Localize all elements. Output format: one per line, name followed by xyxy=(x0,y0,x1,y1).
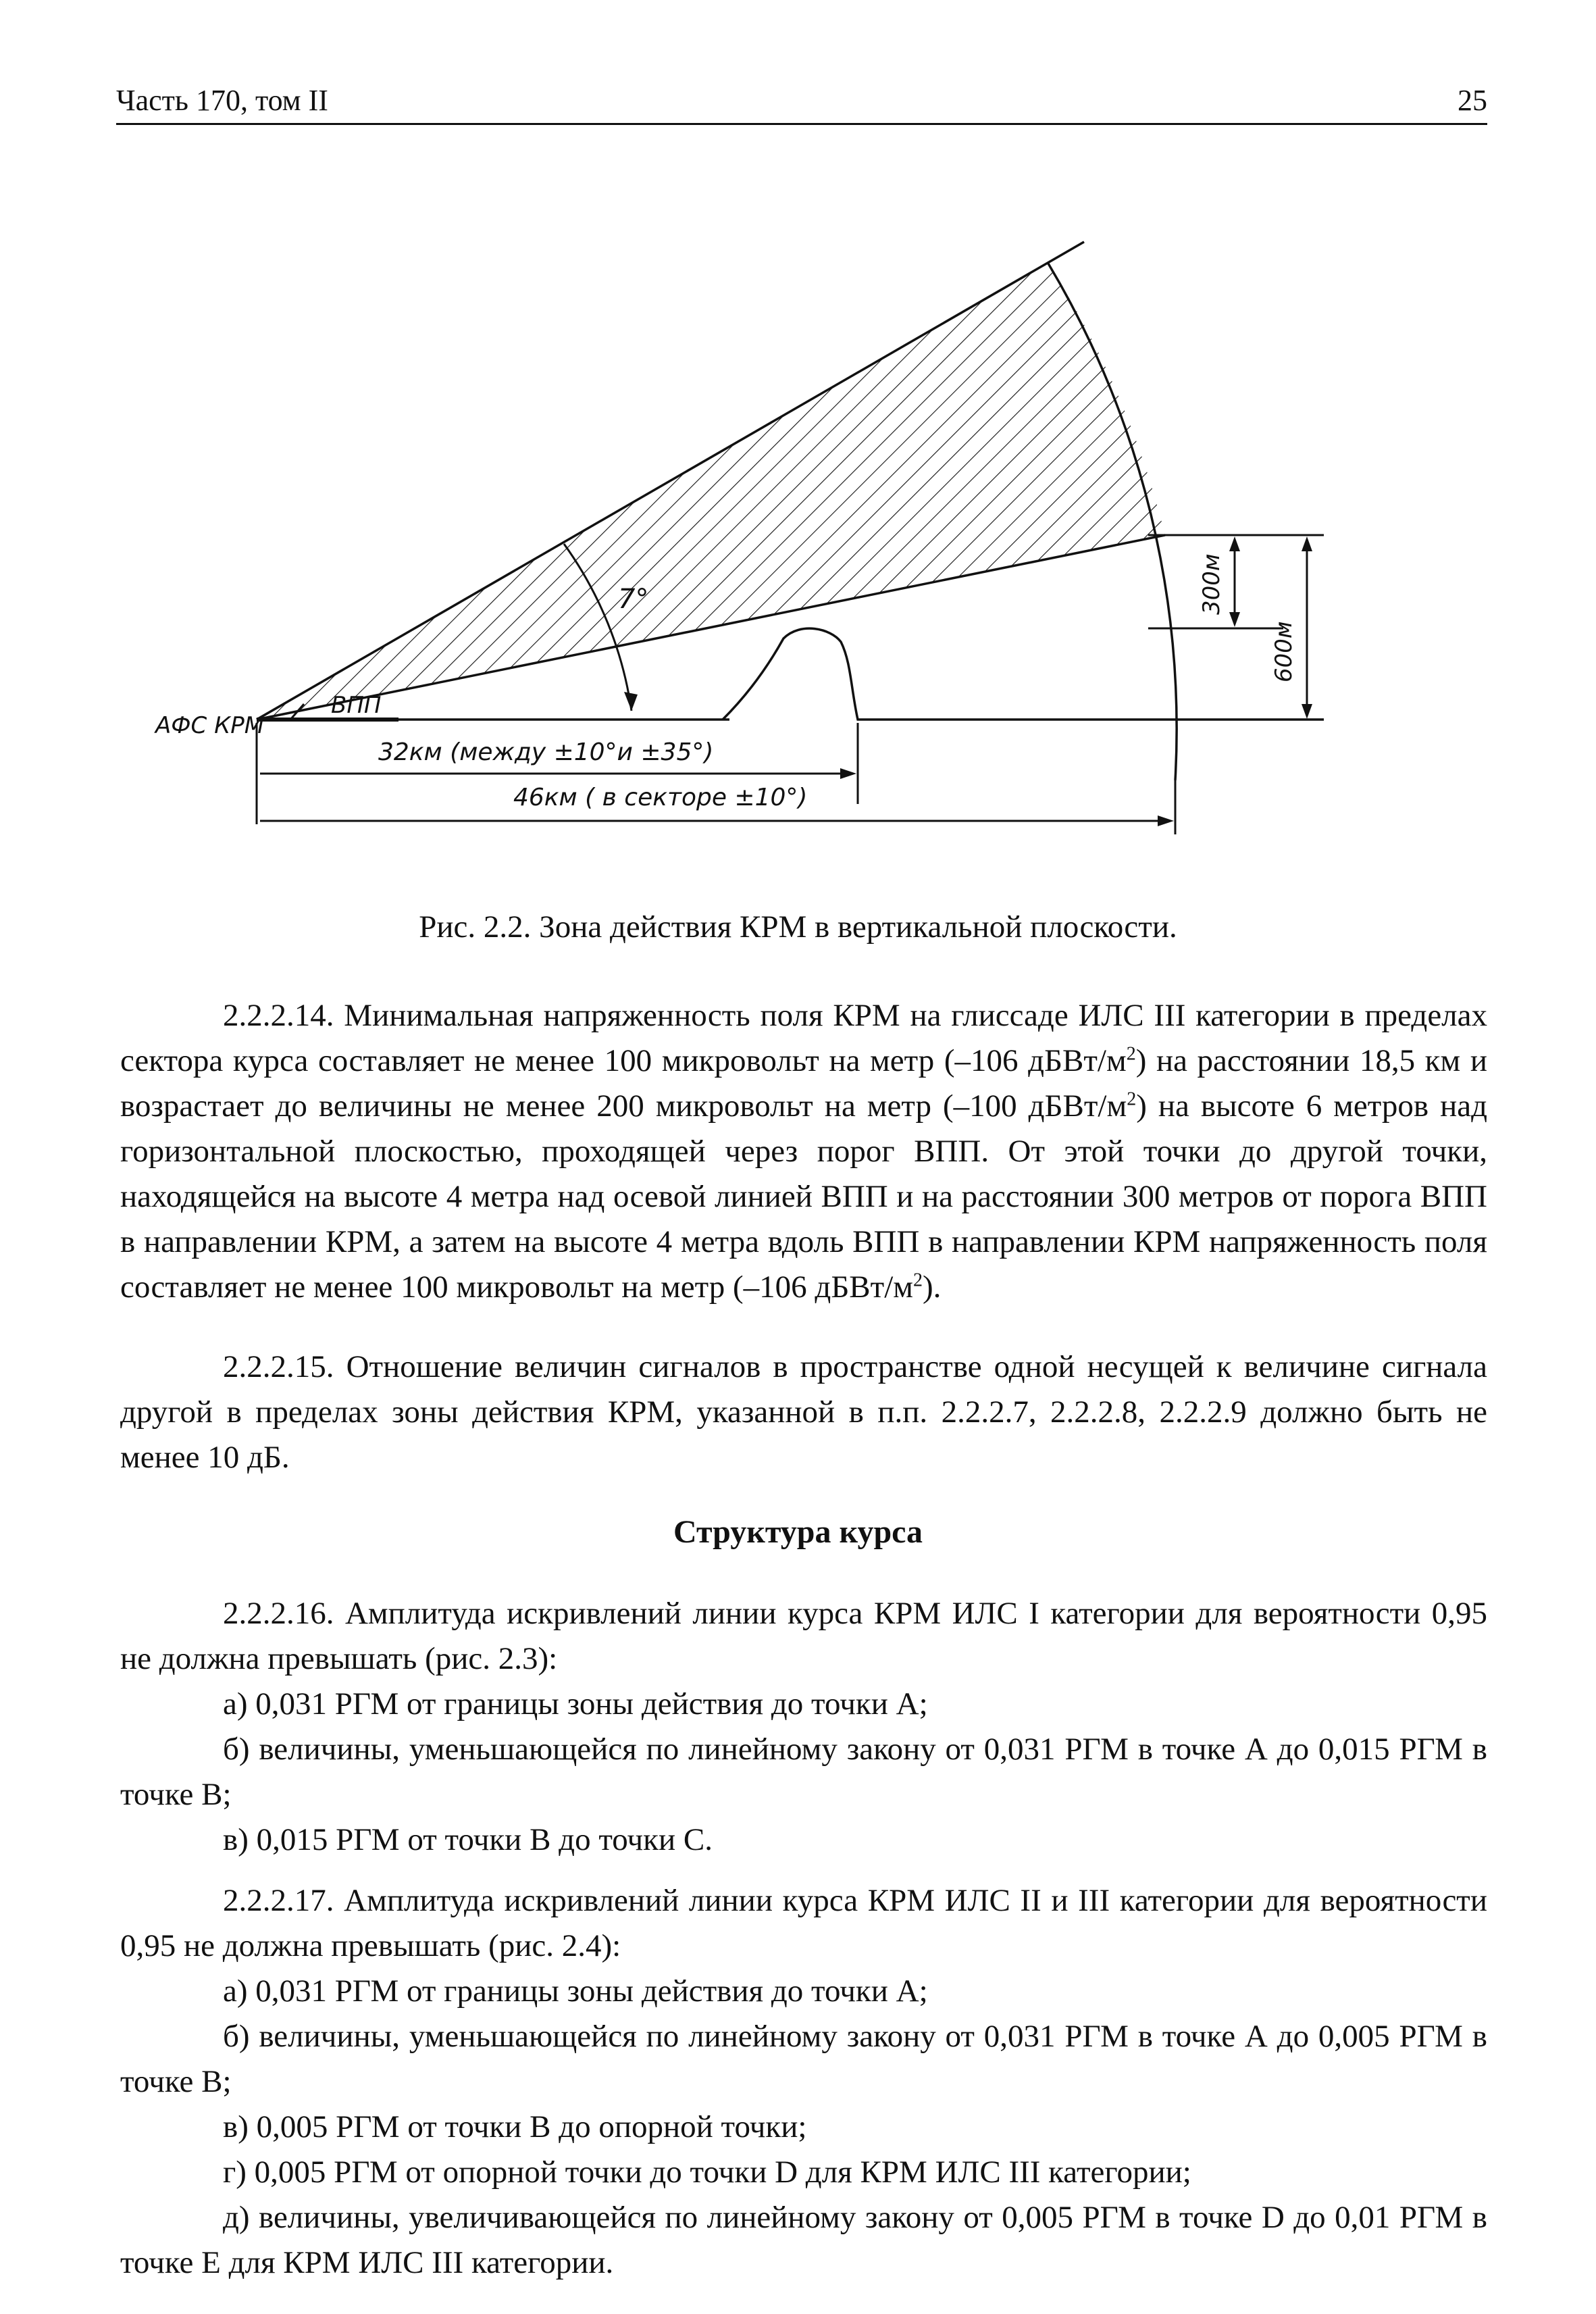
label-300m: 300м xyxy=(1198,553,1225,615)
p14-text-1: 2.2.2.14. Минимальная напряженность поля КРМ на глиссаде ИЛС III категории в пределах сектора курса составляет не менее 100 микровольт на метр (–106 дБВт/м xyxy=(120,998,1487,1078)
paragraph-2-2-2-15 xyxy=(120,1344,1487,1480)
label-angle: 7° xyxy=(618,584,649,615)
p17-item-e: д) величины, увеличивающейся по линейному закону от 0,005 РГМ в точке D до 0,01 РГМ в точке Е для КРМ ИЛС III категории. xyxy=(120,2200,1487,2280)
terrain-hill xyxy=(723,628,1324,720)
p17-item-a: а) 0,031 РГМ от границы зоны действия до точки А; xyxy=(223,1973,928,2009)
paragraph-2-2-2-17 xyxy=(120,1878,1487,2286)
figure-caption: Рис. 2.2. Зона действия КРМ в вертикальной плоскости. xyxy=(419,909,1177,945)
paragraph-2-2-2-14 xyxy=(120,993,1487,1310)
dim-46km-arrowhead xyxy=(1158,815,1174,826)
coverage-sector xyxy=(257,263,1165,720)
angle-arrowhead xyxy=(624,692,638,711)
p14-text-2: ) на расстоянии 18,5 км и возрастает до величины не менее 200 микровольт на метр (–100 дБВт/м xyxy=(120,1043,1488,1124)
p16-item-b: б) величины, уменьшающейся по линейному закону от 0,031 РГМ в точке А до 0,015 РГМ в точке В; xyxy=(120,1732,1487,1812)
p14-sup-3: 2 xyxy=(913,1269,923,1291)
height-300-arrowhead-bottom xyxy=(1229,612,1240,627)
p14-sup-1: 2 xyxy=(1126,1043,1136,1065)
p17-item-d: г) 0,005 РГМ от опорной точки до точки D для КРМ ИЛС III категории; xyxy=(223,2155,1191,2190)
label-afs-krm: АФС КРМ xyxy=(155,712,265,739)
paragraph-2-2-2-16 xyxy=(120,1591,1487,1863)
p17-intro: 2.2.2.17. Амплитуда искривлений линии курса КРМ ИЛС II и III категории для вероятности 0,95 не должна превышать (рис. 2.4): xyxy=(120,1883,1487,1963)
page-header xyxy=(116,81,1487,125)
page-number: 25 xyxy=(1458,84,1487,117)
label-600m: 600м xyxy=(1270,621,1297,682)
dim-32km-arrowhead xyxy=(840,768,856,779)
section-heading: Структура курса xyxy=(673,1514,923,1550)
p17-item-b: б) величины, уменьшающейся по линейному закону от 0,031 РГМ в точке А до 0,005 РГМ в точке В; xyxy=(120,2019,1487,2099)
p16-intro: 2.2.2.16. Амплитуда искривлений линии курса КРМ ИЛС I категории для вероятности 0,95 не должна превышать (рис. 2.3): xyxy=(120,1596,1487,1676)
figure-2-2 xyxy=(135,223,1324,858)
p16-item-c: в) 0,015 РГМ от точки В до точки С. xyxy=(223,1822,713,1857)
label-vpp: ВПП xyxy=(331,692,382,719)
p15-text: 2.2.2.15. Отношение величин сигналов в пространстве одной несущей к величине сигнала другой в пределах зоны действия КРМ, указанной в п.п. 2.2.2.7, 2.2.2.8, 2.2.2.9 должно быть не менее 10 дБ. xyxy=(120,1349,1487,1475)
p17-item-c: в) 0,005 РГМ от точки В до опорной точки; xyxy=(223,2109,807,2144)
running-title: Часть 170, том II xyxy=(116,84,328,117)
p16-item-a: а) 0,031 РГМ от границы зоны действия до точки А; xyxy=(223,1686,928,1721)
height-600-arrowhead-top xyxy=(1302,536,1312,551)
p14-text-3: ) на высоте 6 метров над горизонтальной плоскостью, проходящей через порог ВПП. От этой точки до другой точки, находящейся на высоте 4 метра над осевой линией ВПП и на расстоянии 300 метров от порога ВПП в направлении КРМ, а затем на высоте 4 метра вдоль ВПП в направлении КРМ напряженность поля составляет не менее 100 микровольт на метр (–106 дБВт/м xyxy=(120,1088,1487,1305)
p14-text-4: ). xyxy=(923,1269,942,1305)
p14-sup-2: 2 xyxy=(1127,1088,1137,1110)
label-46km: 46км ( в секторе ±10°) xyxy=(513,784,808,811)
height-300-arrowhead-top xyxy=(1229,536,1240,551)
label-32km: 32км (между ±10°и ±35°) xyxy=(378,738,714,766)
height-600-arrowhead-bottom xyxy=(1302,704,1312,719)
coverage-diagram xyxy=(135,223,1324,858)
